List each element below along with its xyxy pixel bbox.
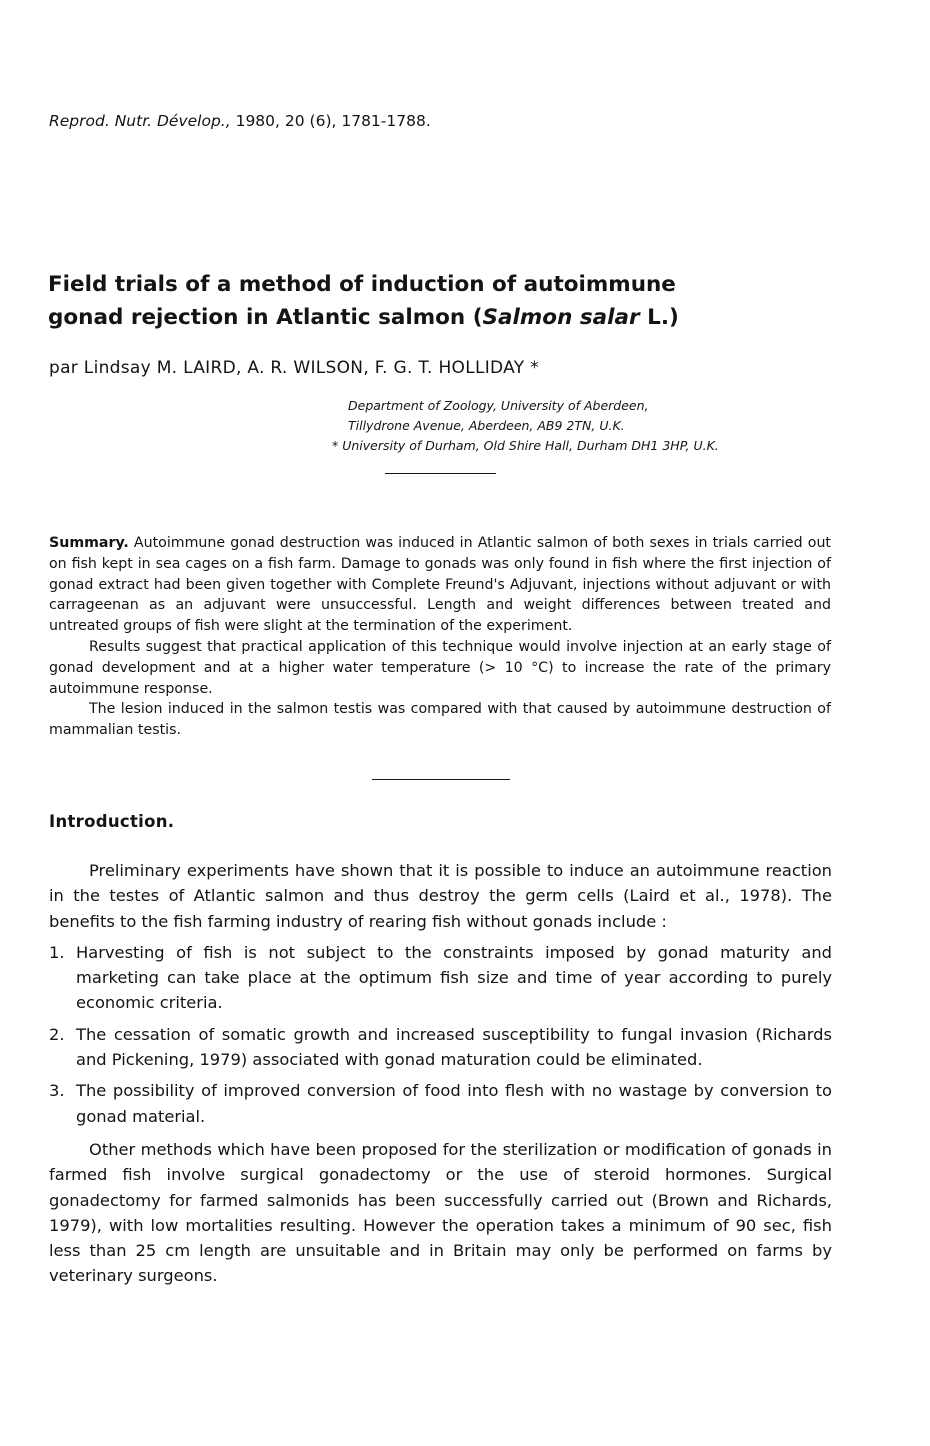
summary-label: Summary. (49, 535, 129, 551)
summary-paragraph-3: The lesion induced in the salmon testis was compared with that caused by autoimmune destruction of mammalian testis. (49, 701, 831, 739)
affiliation-line-3: * University of Durham, Old Shire Hall, Durham DH1 3HP, U.K. (332, 438, 719, 453)
intro-paragraph-1: Preliminary experiments have shown that it is possible to induce an autoimmune reaction in the testes of Atlantic salmon and thus destroy the germ cells (Laird et al., 1978). The benefits to the fish farming industry of rearing fish without gonads include : (49, 861, 832, 931)
list-item-number: 2. (49, 1024, 65, 1044)
list-item (49, 1078, 832, 1129)
list-item-number: 1. (49, 942, 65, 962)
divider (372, 779, 510, 780)
section-heading: Introduction. (49, 812, 175, 831)
list-item-text: The possibility of improved conversion of food into flesh with no wastage by conversion to gonad material. (76, 1081, 832, 1126)
list-item (49, 940, 832, 1016)
title-line-2 (48, 301, 808, 334)
list-item-number: 3. (49, 1081, 65, 1101)
list-item-text: Harvesting of fish is not subject to the constraints imposed by gonad maturity and marketing can take place at the optimum fish size and time of year according to purely economic criteria. (76, 942, 832, 1013)
divider (385, 473, 496, 474)
title-suffix: L.) (639, 305, 679, 330)
list-item (49, 1022, 832, 1073)
paper-title (48, 268, 808, 334)
affiliation-line-1: Department of Zoology, University of Aberdeen, (348, 398, 649, 413)
list-item-text: The cessation of somatic growth and increased susceptibility to fungal invasion (Richards and Pickening, 1979) associated with gonad maturation could be eliminated. (76, 1024, 832, 1070)
title-species: Salmon salar (482, 305, 640, 330)
citation (49, 112, 431, 130)
citation-details: 1980, 20 (6), 1781-1788. (230, 112, 431, 130)
affiliation-line-2: Tillydrone Avenue, Aberdeen, AB9 2TN, U.K. (348, 418, 625, 433)
citation-journal: Reprod. Nutr. Dévelop., (49, 112, 231, 130)
intro-paragraph-2: Other methods which have been proposed for the sterilization or modification of gonads in farmed fish involve surgical gonadectomy or the use of steroid hormones. Surgical gonadectomy for farmed salmonids has been successfully carried out (Brown and Richards, 1979), with low mortalities resulting. However the operation takes a minimum of 90 sec, fish less than 25 cm length are unsuitable and in Britain may only be performed on farms by veterinary surgeons. (49, 1139, 832, 1286)
summary-paragraph-2: Results suggest that practical application of this technique would involve injection at an early stage of gonad development and at a higher water temperature (> 10 °C) to increase the rate of the primary autoimmune response. (49, 638, 831, 697)
benefits-list (49, 940, 832, 1129)
summary (49, 533, 831, 741)
title-prefix: gonad rejection in Atlantic salmon ( (48, 305, 483, 330)
authors: par Lindsay M. LAIRD, A. R. WILSON, F. G. T. HOLLIDAY * (49, 358, 539, 378)
summary-paragraph-1 (49, 533, 831, 637)
summary-text-1: Autoimmune gonad destruction was induced in Atlantic salmon of both sexes in trials carried out on fish kept in sea cages on a fish farm. Damage to gonads was only found in fish where the first injection of gonad extract had been given together with Complete Freund's Adjuvant, injections without adjuvant or with carrageenan as an adjuvant were unsuccessful. Length and weight differences between treated and untreated groups of fish were slight at the termination of the experiment. (49, 535, 831, 635)
introduction-body (49, 858, 832, 1289)
affiliations (332, 396, 852, 456)
title-line-1: Field trials of a method of induction of autoimmune (48, 272, 676, 297)
